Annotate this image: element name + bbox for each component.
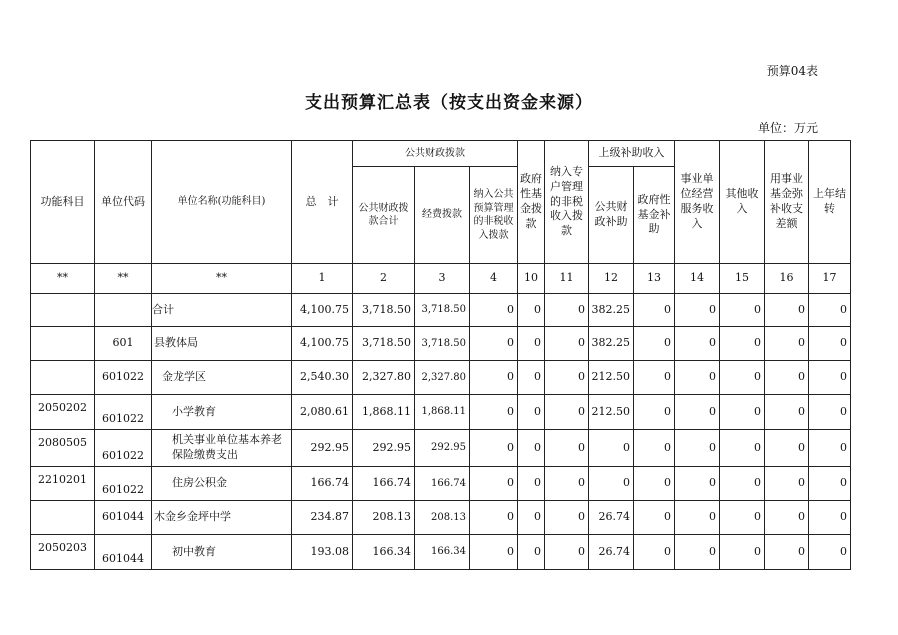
upper-gov-cell: 0 bbox=[634, 430, 675, 467]
unit-name-cell: 住房公积金 bbox=[152, 467, 292, 501]
upper-public-cell: 0 bbox=[589, 430, 634, 467]
upper-public-cell: 212.50 bbox=[589, 361, 634, 395]
header-nontax: 纳入公共预算管理的非税收入拨款 bbox=[470, 167, 518, 264]
upper-public-cell: 382.25 bbox=[589, 294, 634, 327]
nontax-cell: 0 bbox=[470, 395, 518, 430]
table-row bbox=[31, 501, 851, 535]
header-funding: 经费拨款 bbox=[415, 167, 470, 264]
func-subject-cell bbox=[31, 294, 95, 327]
nontax-cell: 0 bbox=[470, 467, 518, 501]
biz-fund-cell: 0 bbox=[765, 501, 809, 535]
nontax-cell: 0 bbox=[470, 501, 518, 535]
gov-fund-cell: 0 bbox=[518, 327, 545, 361]
table-row bbox=[31, 294, 851, 327]
table-row bbox=[31, 327, 851, 361]
upper-gov-cell: 0 bbox=[634, 467, 675, 501]
funding-cell: 3,718.50 bbox=[415, 327, 470, 361]
header-biz-fund: 用事业基金弥补收支差额 bbox=[765, 141, 809, 264]
total-cell: 2,080.61 bbox=[292, 395, 353, 430]
upper-gov-cell: 0 bbox=[634, 361, 675, 395]
header-public-fin-total: 公共财政拨款合计 bbox=[353, 167, 415, 264]
func-subject-cell: 2050202 bbox=[31, 395, 95, 430]
gov-fund-cell: 0 bbox=[518, 395, 545, 430]
public-fin-total-cell: 208.13 bbox=[353, 501, 415, 535]
carryover-cell: 0 bbox=[809, 467, 851, 501]
total-cell: 2,540.30 bbox=[292, 361, 353, 395]
budget-table bbox=[30, 140, 851, 570]
biz-income-cell: 0 bbox=[675, 294, 720, 327]
index-cell: 10 bbox=[518, 264, 545, 294]
upper-gov-cell: 0 bbox=[634, 395, 675, 430]
carryover-cell: 0 bbox=[809, 430, 851, 467]
upper-public-cell: 26.74 bbox=[589, 535, 634, 570]
nontax-cell: 0 bbox=[470, 327, 518, 361]
header-special-nontax: 纳入专户管理的非税收入拨款 bbox=[545, 141, 589, 264]
biz-fund-cell: 0 bbox=[765, 361, 809, 395]
unit-code-cell bbox=[95, 294, 152, 327]
header-upper-subsidy: 上级补助收入 bbox=[589, 141, 675, 167]
public-fin-total-cell: 1,868.11 bbox=[353, 395, 415, 430]
upper-gov-cell: 0 bbox=[634, 535, 675, 570]
upper-gov-cell: 0 bbox=[634, 327, 675, 361]
header-unit-name: 单位名称(功能科目) bbox=[152, 141, 292, 264]
func-subject-cell: 2050203 bbox=[31, 535, 95, 570]
total-cell: 234.87 bbox=[292, 501, 353, 535]
func-subject-cell bbox=[31, 501, 95, 535]
special-nontax-cell: 0 bbox=[545, 467, 589, 501]
other-income-cell: 0 bbox=[720, 395, 765, 430]
public-fin-total-cell: 2,327.80 bbox=[353, 361, 415, 395]
special-nontax-cell: 0 bbox=[545, 361, 589, 395]
biz-income-cell: 0 bbox=[675, 535, 720, 570]
header-upper-gov: 政府性基金补助 bbox=[634, 167, 675, 264]
index-cell: 15 bbox=[720, 264, 765, 294]
func-subject-cell bbox=[31, 327, 95, 361]
form-number: 预算04表 bbox=[766, 64, 818, 78]
other-income-cell: 0 bbox=[720, 294, 765, 327]
page-title: 支出预算汇总表（按支出资金来源） bbox=[305, 93, 593, 113]
other-income-cell: 0 bbox=[720, 501, 765, 535]
special-nontax-cell: 0 bbox=[545, 535, 589, 570]
unit-label: 单位：万元 bbox=[757, 121, 818, 135]
index-cell: 11 bbox=[545, 264, 589, 294]
unit-name-cell: 金龙学区 bbox=[152, 361, 292, 395]
biz-income-cell: 0 bbox=[675, 467, 720, 501]
special-nontax-cell: 0 bbox=[545, 327, 589, 361]
index-cell: 1 bbox=[292, 264, 353, 294]
upper-public-cell: 0 bbox=[589, 467, 634, 501]
unit-name-cell: 小学教育 bbox=[152, 395, 292, 430]
funding-cell: 292.95 bbox=[415, 430, 470, 467]
total-cell: 4,100.75 bbox=[292, 327, 353, 361]
unit-code-cell: 601022 bbox=[95, 361, 152, 395]
carryover-cell: 0 bbox=[809, 501, 851, 535]
unit-code-cell: 601044 bbox=[95, 501, 152, 535]
upper-gov-cell: 0 bbox=[634, 501, 675, 535]
upper-public-cell: 382.25 bbox=[589, 327, 634, 361]
func-subject-cell: 2080505 bbox=[31, 430, 95, 467]
biz-fund-cell: 0 bbox=[765, 535, 809, 570]
funding-cell: 166.34 bbox=[415, 535, 470, 570]
biz-fund-cell: 0 bbox=[765, 294, 809, 327]
index-cell: 14 bbox=[675, 264, 720, 294]
funding-cell: 208.13 bbox=[415, 501, 470, 535]
index-cell: 17 bbox=[809, 264, 851, 294]
biz-income-cell: 0 bbox=[675, 430, 720, 467]
other-income-cell: 0 bbox=[720, 361, 765, 395]
public-fin-total-cell: 3,718.50 bbox=[353, 327, 415, 361]
biz-income-cell: 0 bbox=[675, 501, 720, 535]
carryover-cell: 0 bbox=[809, 327, 851, 361]
total-cell: 193.08 bbox=[292, 535, 353, 570]
table-row bbox=[31, 430, 851, 467]
unit-name-cell: 木金乡金坪中学 bbox=[152, 501, 292, 535]
index-cell: 4 bbox=[470, 264, 518, 294]
header-total: 总 计 bbox=[292, 141, 353, 264]
index-cell: ** bbox=[95, 264, 152, 294]
biz-fund-cell: 0 bbox=[765, 327, 809, 361]
other-income-cell: 0 bbox=[720, 430, 765, 467]
gov-fund-cell: 0 bbox=[518, 430, 545, 467]
other-income-cell: 0 bbox=[720, 467, 765, 501]
index-cell: 12 bbox=[589, 264, 634, 294]
header-unit-code: 单位代码 bbox=[95, 141, 152, 264]
upper-public-cell: 212.50 bbox=[589, 395, 634, 430]
funding-cell: 166.74 bbox=[415, 467, 470, 501]
funding-cell: 3,718.50 bbox=[415, 294, 470, 327]
func-subject-cell bbox=[31, 361, 95, 395]
biz-fund-cell: 0 bbox=[765, 430, 809, 467]
gov-fund-cell: 0 bbox=[518, 294, 545, 327]
carryover-cell: 0 bbox=[809, 361, 851, 395]
biz-income-cell: 0 bbox=[675, 395, 720, 430]
header-func-subject: 功能科目 bbox=[31, 141, 95, 264]
nontax-cell: 0 bbox=[470, 535, 518, 570]
upper-public-cell: 26.74 bbox=[589, 501, 634, 535]
special-nontax-cell: 0 bbox=[545, 430, 589, 467]
funding-cell: 1,868.11 bbox=[415, 395, 470, 430]
public-fin-total-cell: 3,718.50 bbox=[353, 294, 415, 327]
carryover-cell: 0 bbox=[809, 395, 851, 430]
table-row bbox=[31, 395, 851, 430]
total-cell: 292.95 bbox=[292, 430, 353, 467]
biz-fund-cell: 0 bbox=[765, 467, 809, 501]
unit-name-cell: 初中教育 bbox=[152, 535, 292, 570]
public-fin-total-cell: 166.74 bbox=[353, 467, 415, 501]
public-fin-total-cell: 166.34 bbox=[353, 535, 415, 570]
header-gov-fund: 政府性基金拨款 bbox=[518, 141, 545, 264]
index-cell: ** bbox=[152, 264, 292, 294]
func-subject-cell: 2210201 bbox=[31, 467, 95, 501]
index-cell: ** bbox=[31, 264, 95, 294]
carryover-cell: 0 bbox=[809, 535, 851, 570]
gov-fund-cell: 0 bbox=[518, 535, 545, 570]
index-cell: 2 bbox=[353, 264, 415, 294]
table-row bbox=[31, 535, 851, 570]
other-income-cell: 0 bbox=[720, 535, 765, 570]
table-row bbox=[31, 361, 851, 395]
biz-income-cell: 0 bbox=[675, 327, 720, 361]
unit-code-cell: 601044 bbox=[95, 535, 152, 570]
special-nontax-cell: 0 bbox=[545, 294, 589, 327]
gov-fund-cell: 0 bbox=[518, 467, 545, 501]
header-upper-public: 公共财政补助 bbox=[589, 167, 634, 264]
unit-code-cell: 601022 bbox=[95, 395, 152, 430]
upper-gov-cell: 0 bbox=[634, 294, 675, 327]
total-cell: 166.74 bbox=[292, 467, 353, 501]
header-biz-income: 事业单位经营服务收入 bbox=[675, 141, 720, 264]
unit-code-cell: 601 bbox=[95, 327, 152, 361]
header-carryover: 上年结转 bbox=[809, 141, 851, 264]
index-cell: 16 bbox=[765, 264, 809, 294]
index-cell: 13 bbox=[634, 264, 675, 294]
biz-fund-cell: 0 bbox=[765, 395, 809, 430]
unit-name-cell: 县教体局 bbox=[152, 327, 292, 361]
public-fin-total-cell: 292.95 bbox=[353, 430, 415, 467]
nontax-cell: 0 bbox=[470, 294, 518, 327]
gov-fund-cell: 0 bbox=[518, 501, 545, 535]
carryover-cell: 0 bbox=[809, 294, 851, 327]
unit-name-cell: 机关事业单位基本养老保险缴费支出 bbox=[152, 430, 292, 467]
special-nontax-cell: 0 bbox=[545, 501, 589, 535]
unit-code-cell: 601022 bbox=[95, 467, 152, 501]
index-row bbox=[31, 264, 851, 294]
unit-name-cell: 合计 bbox=[152, 294, 292, 327]
nontax-cell: 0 bbox=[470, 430, 518, 467]
biz-income-cell: 0 bbox=[675, 361, 720, 395]
gov-fund-cell: 0 bbox=[518, 361, 545, 395]
header-public-finance: 公共财政拨款 bbox=[353, 141, 518, 167]
index-cell: 3 bbox=[415, 264, 470, 294]
special-nontax-cell: 0 bbox=[545, 395, 589, 430]
nontax-cell: 0 bbox=[470, 361, 518, 395]
unit-code-cell: 601022 bbox=[95, 430, 152, 467]
other-income-cell: 0 bbox=[720, 327, 765, 361]
header-other-income: 其他收入 bbox=[720, 141, 765, 264]
total-cell: 4,100.75 bbox=[292, 294, 353, 327]
table-row bbox=[31, 467, 851, 501]
funding-cell: 2,327.80 bbox=[415, 361, 470, 395]
